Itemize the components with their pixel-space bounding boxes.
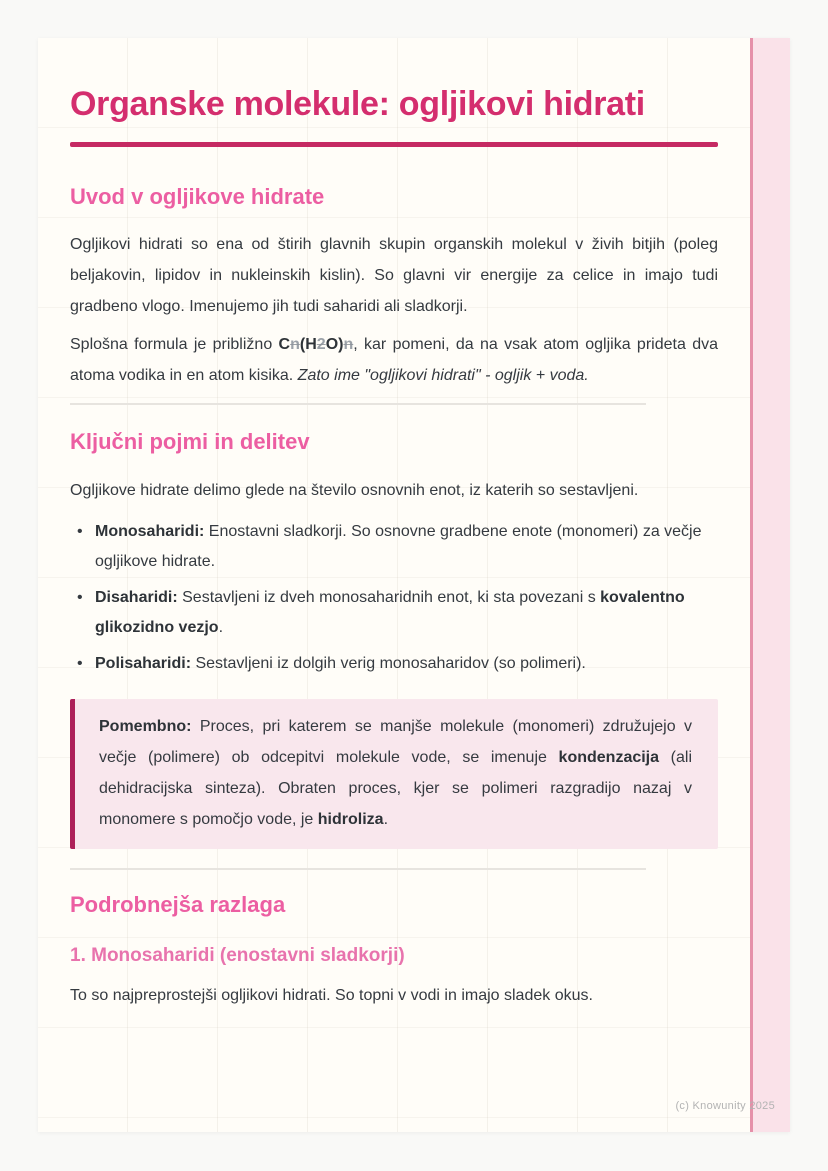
note-page [38, 38, 790, 1132]
terms-intro-paragraph: Ogljikove hidrate delimo glede na število osnovnih enot, iz katerih so sestavljeni. [70, 482, 639, 499]
term-definition-end: . [218, 619, 224, 636]
page-content [38, 38, 790, 1009]
detail-paragraph: To so najpreprostejši ogljikovi hidrati. So topni v vodi in imajo sladek okus. [70, 987, 593, 1004]
bold-segment: kovalentno glikozidno vezjo [95, 589, 685, 636]
list-item-disaharidi [70, 583, 718, 643]
callout-label: Pomembno: [99, 718, 192, 735]
term-definition: Enostavni sladkorji. So osnovne gradbene enote (monomeri) za večje ogljikove hidrate. [95, 523, 702, 570]
saccharide-list [70, 517, 718, 679]
term-definition: Sestavljeni iz dveh monosaharidnih enot, ki sta povezani s [177, 589, 601, 606]
formula-subscript-n2: n [343, 336, 354, 353]
copyright-notice: (c) Knowunity 2025 [675, 1100, 775, 1112]
list-item-polisaharidi [70, 649, 718, 679]
bold-segment-hidroliza: hidroliza [317, 811, 384, 828]
important-callout [70, 699, 718, 849]
intro-paragraph-2 [70, 329, 718, 391]
section-divider [70, 868, 646, 870]
subheading-monosaharidi: 1. Monosaharidi (enostavni sladkorji) [70, 945, 405, 966]
term-definition: Sestavljeni iz dolgih verig monosaharidov (so polimeri). [191, 655, 586, 672]
text-segment: . [383, 811, 389, 828]
list-item-monosaharidi [70, 517, 718, 577]
callout-paragraph [99, 711, 692, 835]
section-heading-intro: Uvod v ogljikove hidrate [70, 184, 325, 209]
bold-segment-kondenzacija: kondenzacija [558, 749, 660, 766]
text-segment: Proces, pri katerem se manjše molekule (monomeri) združujejo v večje (polimere) ob odcepitvi molekule vode, se imenuje [99, 718, 692, 766]
term-label: Monosaharidi: [95, 523, 205, 540]
formula-carbon: C [278, 336, 291, 353]
page-title: Organske molekule: ogljikovi hidrati [70, 85, 645, 123]
term-label: Polisaharidi: [95, 655, 192, 672]
section-heading-terms: Ključni pojmi in delitev [70, 429, 310, 454]
text-segment: , kar pomeni, da na vsak atom ogljika prideta dva atoma vodika in en atom kisika. [70, 336, 718, 384]
title-rule [70, 142, 718, 147]
formula-subscript-n: n [290, 336, 300, 353]
text-segment: Splošna formula je približno [70, 336, 279, 353]
section-heading-detail: Podrobnejša razlaga [70, 892, 286, 917]
section-divider [70, 403, 646, 405]
term-label: Disaharidi: [95, 589, 178, 606]
formula-hydrogen: (H [299, 336, 317, 353]
intro-paragraph-1: Ogljikovi hidrati so ena od štirih glavnih skupin organskih molekul v živih bitjih (poleg beljakovin, lipidov in nukleinskih kislin). So glavni vir energije za celice in imajo tudi gradbeno vlogo. Imenujemo jih tudi saharidi ali sladkorji. [70, 236, 718, 315]
text-segment: (ali dehidracijska sinteza). Obraten proces, kjer se polimeri razgradijo nazaj v monomere s pomočjo vode, je [99, 749, 693, 828]
formula-oxygen: O) [325, 336, 344, 353]
formula-subscript-2: 2 [316, 336, 326, 353]
etymology-note: Zato ime "ogljikovi hidrati" - ogljik + voda. [297, 367, 589, 384]
